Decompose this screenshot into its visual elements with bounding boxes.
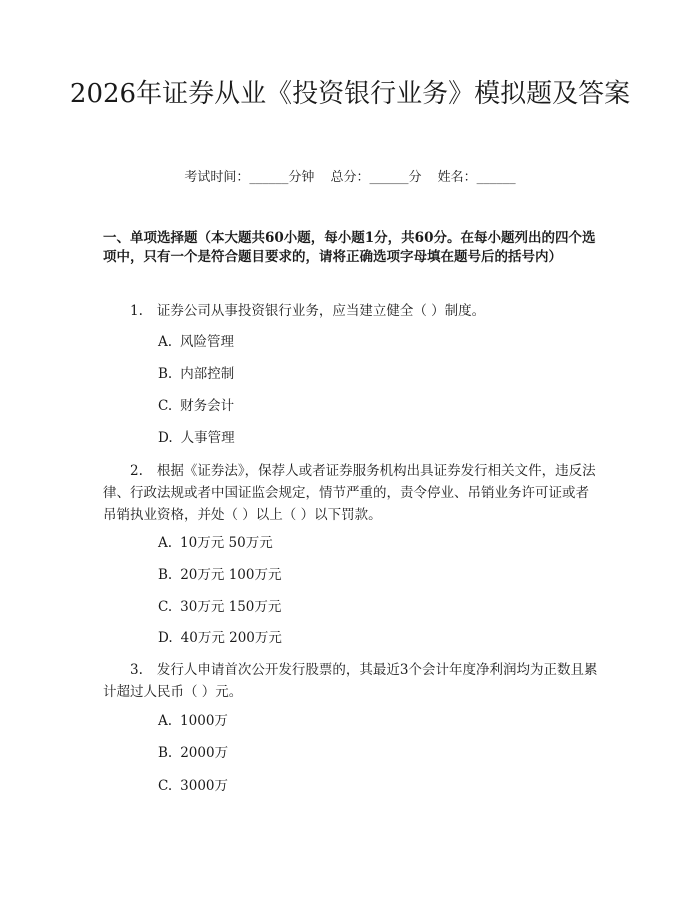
option-text: 内部控制 [180, 366, 235, 382]
option-a [158, 333, 234, 351]
option-text: 风险管理 [180, 334, 235, 350]
question-text: 根据《证券法》，保荐人或者证券服务机构出具证券发行相关文件，违反法律、行政法规或者中国证监会规定，情节严重的，责令停业、吊销业务许可证或者吊销执业资格，并处（ ）以上（ ）以下罚款。 [103, 463, 596, 523]
question-1 [103, 300, 601, 322]
option-d [158, 429, 235, 447]
total-score: 总分：______分 [330, 170, 422, 185]
question-number: 2. [130, 463, 143, 479]
question-text: 证券公司从事投资银行业务，应当建立健全（ ）制度。 [156, 303, 486, 319]
question-3 [103, 659, 601, 703]
option-text: 40万元 200万元 [180, 630, 282, 646]
option-c [158, 777, 228, 795]
option-b [158, 365, 234, 383]
section-heading: 一、单项选择题（本大题共60小题，每小题1分，共60分。在每小题列出的四个选项中，只有一个是符合题目要求的，请将正确选项字母填在题号后的括号内） [103, 230, 596, 265]
question-2 [103, 460, 601, 526]
option-text: 2000万 [180, 745, 229, 761]
document-title: 2026年证券从业《投资银行业务》模拟题及答案 [69, 79, 631, 109]
option-a [158, 534, 273, 552]
option-text: 人事管理 [180, 430, 235, 446]
option-letter: D. [158, 430, 173, 446]
option-d [158, 629, 282, 647]
option-text: 10万元 50万元 [180, 535, 273, 551]
option-b [158, 566, 281, 584]
option-letter: A. [158, 713, 173, 729]
option-letter: D. [158, 630, 173, 646]
option-c [158, 397, 234, 415]
option-b [158, 744, 228, 762]
option-text: 3000万 [180, 778, 228, 794]
option-letter: C. [158, 599, 173, 615]
question-number: 3. [130, 662, 143, 678]
candidate-name: 姓名：______ [437, 170, 516, 185]
option-letter: B. [158, 366, 173, 382]
option-letter: C. [158, 398, 173, 414]
option-letter: A. [158, 535, 173, 551]
question-text: 发行人申请首次公开发行股票的，其最近3个会计年度净利润均为正数且累计超过人民币（ ）元。 [103, 662, 598, 700]
option-text: 20万元 100万元 [180, 567, 282, 583]
option-letter: A. [158, 334, 173, 350]
exam-meta [0, 166, 700, 185]
option-letter: B. [158, 745, 173, 761]
option-letter: B. [158, 567, 173, 583]
option-text: 30万元 150万元 [180, 599, 282, 615]
option-text: 1000万 [180, 713, 228, 729]
option-c [158, 598, 281, 616]
option-letter: C. [158, 778, 173, 794]
option-a [158, 712, 228, 730]
option-text: 财务会计 [180, 398, 235, 414]
question-number: 1. [130, 303, 143, 319]
exam-time: 考试时间：______分钟 [184, 170, 315, 185]
